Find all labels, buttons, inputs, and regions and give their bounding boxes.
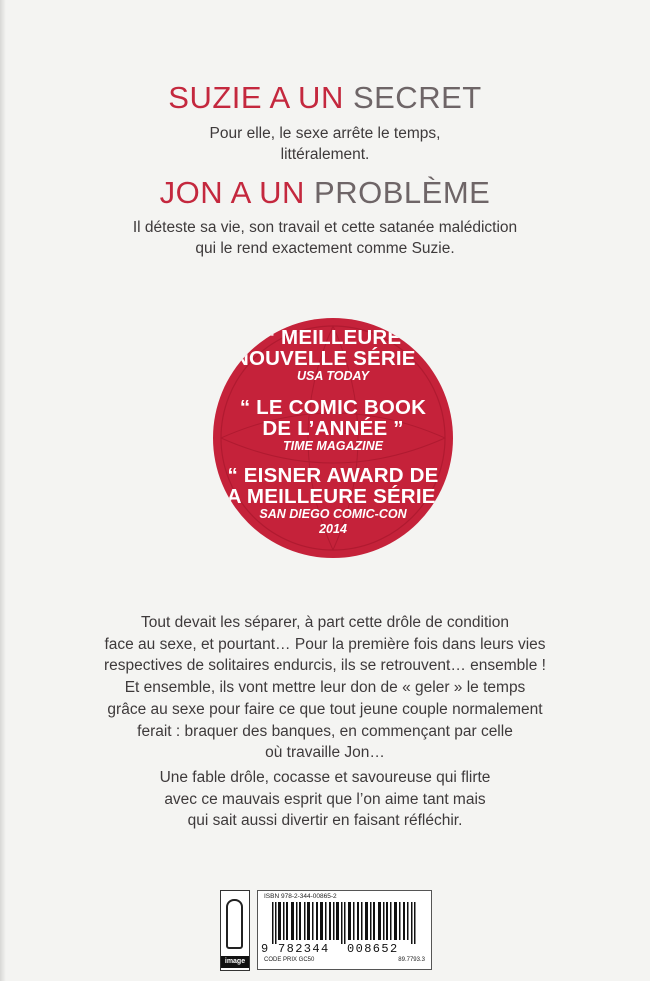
tagline-line: Une fable drôle, cocasse et savoureuse qui flirte [159,769,491,786]
heading-suzie-red: SUZIE A UN [168,80,353,115]
quote-source: USA TODAY [297,369,369,383]
subtitle-suzie [0,123,650,165]
tagline-line: avec ce mauvais esprit que l’on aime tant mais [164,790,486,808]
heading-jon-red: JON A UN [159,175,315,210]
quote-source: 2014 [319,522,347,536]
heading-suzie [0,80,650,116]
barcode-panel [257,890,432,970]
subtitle-suzie-line: Pour elle, le sexe arrête le temps, [209,125,441,142]
barcode-bars [266,902,423,944]
press-quotes-seal [213,318,453,558]
quote-source: TIME MAGAZINE [283,439,383,453]
synopsis-line: grâce au sexe pour faire ce que tout jeune couple normalement [107,700,543,718]
price-code: CODE PRIX GC50 [264,957,315,963]
subtitle-jon [0,217,650,259]
synopsis-line: ferait : braquer des banques, en commençant par celle [137,722,513,740]
synopsis-line: Et ensemble, ils vont mettre leur don de « geler » le temps [124,679,526,697]
image-comics-logo [220,890,250,971]
subtitle-suzie-line: littéralement. [280,146,370,163]
quote-line: “ MEILLEURE [264,326,402,349]
tagline-line: qui sait aussi divertir en faisant réfléchir. [187,812,463,830]
quote-time-magazine [213,397,453,454]
logo-wordmark: image [221,956,249,968]
quote-line: “ LE COMIC BOOK [239,396,427,419]
quote-line: LA MEILLEURE SÉRIE ” [214,485,452,508]
heading-jon [0,175,650,211]
barcode-digit-first: 9 [261,942,269,956]
subtitle-jon-line: qui le rend exactement comme Suzie. [195,240,455,257]
quote-eisner [213,465,453,537]
catalog-number: 89.7793.3 [398,957,425,963]
quotes-block [213,318,453,558]
subtitle-jon-line: Il déteste sa vie, son travail et cette satanée malédiction [132,219,518,236]
synopsis-line: face au sexe, et pourtant… Pour la première fois dans leurs vies [104,635,546,653]
logo-can-icon [226,899,243,949]
quote-line: DE L’ANNÉE ” [262,417,404,440]
barcode-digits-right: 008652 [347,942,399,956]
quote-source: SAN DIEGO COMIC-CON [259,507,407,521]
synopsis-line: Tout devait les séparer, à part cette drôle de condition [141,614,509,631]
heading-jon-gray: PROBLÈME [314,175,491,210]
tagline [0,767,650,832]
synopsis-line: respectives de solitaires endurcis, ils se retrouvent… ensemble ! [104,657,546,675]
heading-suzie-gray: SECRET [352,80,482,115]
quote-usa-today [213,327,453,384]
quote-line: NOUVELLE SÉRIE ” [234,347,432,370]
synopsis-line: où travaille Jon… [265,744,385,762]
isbn-label: ISBN 978-2-344-00865-2 [264,893,337,900]
quote-line: “ EISNER AWARD DE [227,464,439,487]
synopsis [0,612,650,764]
barcode-digits-left: 782344 [278,942,330,956]
